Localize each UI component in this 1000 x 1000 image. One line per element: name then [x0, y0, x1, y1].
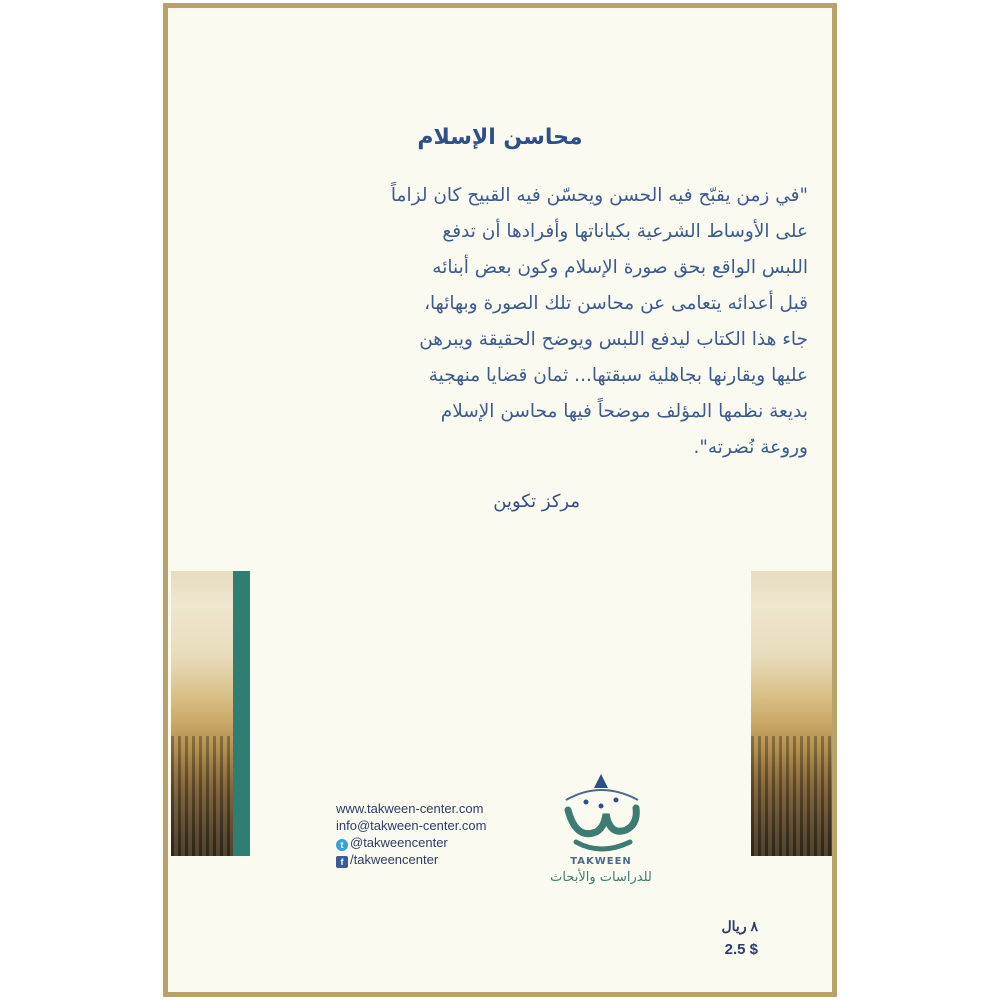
blurb-line: على الأوساط الشرعية بكياناتها وأفرادها أن تدفع [442, 221, 808, 242]
takween-calligraphy-icon [546, 770, 656, 860]
price-block [698, 918, 758, 958]
book-back-cover [163, 3, 837, 997]
takween-logo [546, 770, 656, 890]
blurb-line: "في زمن يقبّح فيه الحسن ويحسّن فيه القبيح كان لزاماً [390, 185, 808, 206]
facebook-row[interactable] [336, 851, 487, 868]
landscape-photo-left [171, 571, 233, 856]
email-link[interactable]: info@takween-center.com [336, 818, 487, 833]
facebook-icon: f [336, 856, 348, 868]
blurb-line: قبل أعدائه يتعامى عن محاسن تلك الصورة وبهائها، [424, 293, 808, 314]
price-usd: 2.5 $ [724, 941, 758, 958]
facebook-handle: /takweencenter [350, 852, 439, 867]
contact-info [336, 800, 487, 868]
book-title: محاسن الإسلام [417, 125, 583, 150]
blurb-line: عليها ويقارنها بجاهلية سبقتها... ثمان قضايا منهجية [428, 365, 808, 386]
book-blurb [390, 178, 808, 466]
blurb-line: جاء هذا الكتاب ليدفع اللبس ويوضح الحقيقة ويبرهن [419, 329, 808, 350]
website-link[interactable]: www.takween-center.com [336, 801, 484, 816]
publisher-signature: مركز تكوين [493, 491, 580, 512]
logo-tagline: للدراسات والأبحاث [550, 870, 652, 885]
twitter-icon: t [336, 839, 348, 851]
blurb-line: بديعة نظمها المؤلف موضحاً فيها محاسن الإسلام [440, 401, 808, 422]
twitter-handle: @takweencenter [350, 835, 448, 850]
teal-accent-strip [233, 571, 250, 856]
twitter-row[interactable] [336, 834, 487, 851]
logo-english-name: TAKWEEN [570, 856, 632, 867]
blurb-line: وروعة نُضرته". [693, 437, 808, 458]
blurb-line: اللبس الواقع بحق صورة الإسلام وكون بعض أبنائه [432, 257, 808, 278]
price-sar: ٨ ريال [721, 918, 758, 934]
landscape-photo-right [751, 571, 833, 856]
